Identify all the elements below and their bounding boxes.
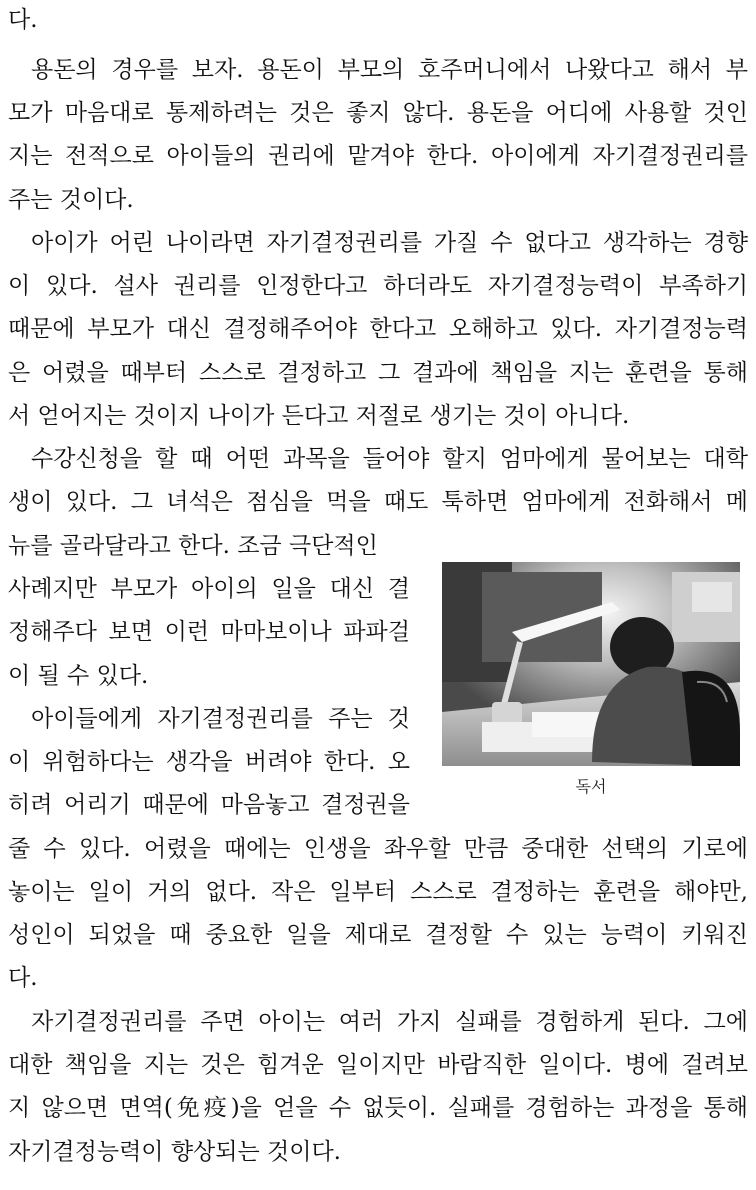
text-line: 다.: [8, 965, 38, 991]
text-line: 이 위험하다는 생각을 버려야 한다. 오: [8, 749, 410, 775]
text-line: 히려 어리기 때문에 마음놓고 결정권을: [8, 792, 410, 818]
text-line: 용돈의 경우를 보자. 용돈이 부모의 호주머니에서 나왔다고 해서 부: [31, 57, 748, 83]
text-line: 자기결정능력이 향상되는 것이다.: [8, 1139, 341, 1165]
text-line: 사례지만 부모가 아이의 일을 대신 결: [8, 576, 410, 602]
text-line: 모가 마음대로 통제하려는 것은 좋지 않다. 용돈을 어디에 사용할 것인: [8, 100, 748, 126]
text-line: 지는 전적으로 아이들의 권리에 맡겨야 한다. 아이에게 자기결정권리를: [8, 143, 748, 169]
text-line: 아이들에게 자기결정권리를 주는 것: [31, 706, 410, 732]
text-line: 주는 것이다.: [8, 187, 134, 213]
reading-photo-illustration: [442, 562, 740, 766]
text-line: 생이 있다. 그 녀석은 점심을 먹을 때도 툭하면 엄마에게 전화해서 메: [8, 489, 748, 515]
reading-photo: [442, 562, 740, 766]
figure-caption: 독서: [575, 777, 607, 796]
text-line: 줄 수 있다. 어렸을 때에는 인생을 좌우할 만큼 중대한 선택의 기로에: [8, 836, 748, 862]
text-line: 대한 책임을 지는 것은 힘겨운 일이지만 바람직한 일이다. 병에 걸려보: [8, 1052, 748, 1078]
text-line: 때문에 부모가 대신 결정해주어야 한다고 오해하고 있다. 자기결정능력: [8, 316, 748, 342]
text-line: 은 어렸을 때부터 스스로 결정하고 그 결과에 책임을 지는 훈련을 통해: [8, 360, 748, 386]
text-line: 성인이 되었을 때 중요한 일을 제대로 결정할 수 있는 능력이 키워진: [8, 922, 748, 948]
text-line: 수강신청을 할 때 어떤 과목을 들어야 할지 엄마에게 물어보는 대학: [31, 446, 748, 472]
text-line: 정해주다 보면 이런 마마보이나 파파걸: [8, 619, 410, 645]
text-line: 지 않으면 면역(免疫)을 얻을 수 없듯이. 실패를 경험하는 과정을 통해: [8, 1095, 748, 1121]
text-line: 다.: [8, 7, 38, 33]
text-line: 놓이는 일이 거의 없다. 작은 일부터 스스로 결정하는 훈련을 해야만,: [8, 879, 748, 905]
text-line: 서 얻어지는 것이지 나이가 든다고 저절로 생기는 것이 아니다.: [8, 403, 630, 429]
text-line: 뉴를 골라달라고 한다. 조금 극단적인: [8, 533, 378, 559]
text-line: 이 될 수 있다.: [8, 663, 149, 689]
text-line: 아이가 어린 나이라면 자기결정권리를 가질 수 없다고 생각하는 경향: [31, 230, 748, 256]
text-line: 자기결정권리를 주면 아이는 여러 가지 실패를 경험하게 된다. 그에: [31, 1009, 748, 1035]
text-line: 이 있다. 설사 권리를 인정한다고 하더라도 자기결정능력이 부족하기: [8, 273, 748, 299]
